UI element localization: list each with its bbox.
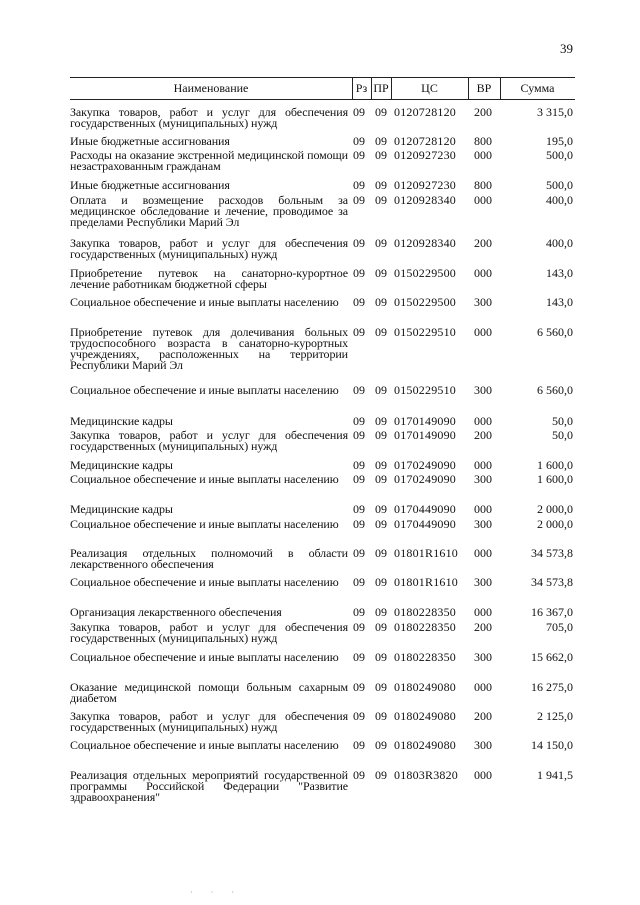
row-sum: 6 560,0 bbox=[537, 383, 573, 397]
row-cs: 01801R1610 bbox=[394, 575, 459, 589]
row-rz: 09 bbox=[353, 620, 365, 634]
row-rz: 09 bbox=[353, 517, 365, 531]
row-vr: 800 bbox=[474, 134, 492, 148]
row-rz: 09 bbox=[353, 105, 365, 119]
header-cs: ЦС bbox=[421, 80, 438, 95]
row-vr: 000 bbox=[474, 768, 492, 782]
row-pr: 09 bbox=[375, 295, 387, 309]
row-sum: 2 000,0 bbox=[537, 502, 573, 516]
row-pr: 09 bbox=[375, 768, 387, 782]
row-name: Организация лекарственного обеспечения bbox=[70, 605, 282, 619]
row-cs: 0180249080 bbox=[394, 709, 456, 723]
row-cs: 0170249090 bbox=[394, 458, 456, 472]
row-sum: 2 000,0 bbox=[537, 517, 573, 531]
row-rz: 09 bbox=[353, 148, 365, 162]
row-rz: 09 bbox=[353, 546, 365, 560]
row-pr: 09 bbox=[375, 738, 387, 752]
row-name: Приобретение путевок на санаторно-курортное лечение работникам бюджетной сферы bbox=[70, 266, 348, 291]
row-name: Иные бюджетные ассигнования bbox=[70, 178, 230, 192]
row-rz: 09 bbox=[353, 178, 365, 192]
row-vr: 000 bbox=[474, 680, 492, 694]
row-name: Расходы на оказание экстренной медицинской помощи незастрахованным гражданам bbox=[70, 148, 348, 173]
row-name: Медицинские кадры bbox=[70, 414, 173, 428]
row-pr: 09 bbox=[375, 680, 387, 694]
row-name: Социальное обеспечение и иные выплаты населению bbox=[70, 295, 339, 309]
row-pr: 09 bbox=[375, 383, 387, 397]
row-pr: 09 bbox=[375, 620, 387, 634]
row-sum: 400,0 bbox=[546, 236, 573, 250]
row-pr: 09 bbox=[375, 575, 387, 589]
row-vr: 300 bbox=[474, 517, 492, 531]
row-vr: 300 bbox=[474, 650, 492, 664]
row-vr: 000 bbox=[474, 193, 492, 207]
row-sum: 1 600,0 bbox=[537, 472, 573, 486]
row-vr: 000 bbox=[474, 458, 492, 472]
row-vr: 300 bbox=[474, 472, 492, 486]
row-cs: 0120927230 bbox=[394, 178, 456, 192]
row-pr: 09 bbox=[375, 236, 387, 250]
row-pr: 09 bbox=[375, 502, 387, 516]
row-cs: 0170449090 bbox=[394, 517, 456, 531]
row-vr: 000 bbox=[474, 546, 492, 560]
row-vr: 000 bbox=[474, 148, 492, 162]
row-sum: 15 662,0 bbox=[531, 650, 573, 664]
scan-artifact: · · · bbox=[190, 888, 242, 897]
row-vr: 300 bbox=[474, 295, 492, 309]
row-rz: 09 bbox=[353, 414, 365, 428]
row-vr: 000 bbox=[474, 414, 492, 428]
row-pr: 09 bbox=[375, 605, 387, 619]
row-rz: 09 bbox=[353, 236, 365, 250]
row-pr: 09 bbox=[375, 458, 387, 472]
row-sum: 6 560,0 bbox=[537, 325, 573, 339]
row-name: Социальное обеспечение и иные выплаты населению bbox=[70, 383, 339, 397]
row-vr: 300 bbox=[474, 738, 492, 752]
row-rz: 09 bbox=[353, 325, 365, 339]
row-cs: 0180249080 bbox=[394, 738, 456, 752]
row-cs: 0120728120 bbox=[394, 134, 456, 148]
row-cs: 0120728120 bbox=[394, 105, 456, 119]
row-vr: 200 bbox=[474, 105, 492, 119]
row-rz: 09 bbox=[353, 650, 365, 664]
row-sum: 3 315,0 bbox=[537, 105, 573, 119]
row-vr: 300 bbox=[474, 575, 492, 589]
row-pr: 09 bbox=[375, 266, 387, 280]
header-name: Наименование bbox=[173, 80, 249, 95]
page-number: 39 bbox=[560, 41, 573, 56]
row-cs: 0180249080 bbox=[394, 680, 456, 694]
header-rz: Рз bbox=[355, 80, 368, 95]
row-name: Социальное обеспечение и иные выплаты населению bbox=[70, 472, 339, 486]
header-pr: ПР bbox=[373, 80, 389, 95]
row-rz: 09 bbox=[353, 605, 365, 619]
row-sum: 1 600,0 bbox=[537, 458, 573, 472]
row-pr: 09 bbox=[375, 650, 387, 664]
row-cs: 0180228350 bbox=[394, 650, 456, 664]
row-name: Реализация отдельных полномочий в области лекарственного обеспечения bbox=[70, 546, 348, 571]
row-cs: 0150229510 bbox=[394, 383, 456, 397]
row-name: Медицинские кадры bbox=[70, 458, 173, 472]
header-bottom-rule bbox=[70, 99, 575, 100]
row-cs: 0170149090 bbox=[394, 414, 456, 428]
row-vr: 200 bbox=[474, 236, 492, 250]
row-sum: 1 941,5 bbox=[537, 768, 573, 782]
row-pr: 09 bbox=[375, 546, 387, 560]
row-sum: 400,0 bbox=[546, 193, 573, 207]
row-rz: 09 bbox=[353, 383, 365, 397]
row-pr: 09 bbox=[375, 517, 387, 531]
row-name: Социальное обеспечение и иные выплаты населению bbox=[70, 650, 339, 664]
row-rz: 09 bbox=[353, 680, 365, 694]
row-pr: 09 bbox=[375, 472, 387, 486]
header-sum: Сумма bbox=[520, 80, 555, 95]
row-pr: 09 bbox=[375, 178, 387, 192]
header-vr: ВР bbox=[476, 80, 492, 95]
row-vr: 200 bbox=[474, 709, 492, 723]
row-sum: 50,0 bbox=[552, 414, 573, 428]
row-sum: 500,0 bbox=[546, 178, 573, 192]
row-vr: 200 bbox=[474, 428, 492, 442]
row-name: Реализация отдельных мероприятий государственной программы Российской Федерации "Развитие здравоохранения" bbox=[70, 768, 348, 804]
row-name: Иные бюджетные ассигнования bbox=[70, 134, 230, 148]
row-rz: 09 bbox=[353, 458, 365, 472]
row-vr: 000 bbox=[474, 325, 492, 339]
row-rz: 09 bbox=[353, 266, 365, 280]
row-cs: 0150229500 bbox=[394, 266, 456, 280]
row-name: Социальное обеспечение и иные выплаты населению bbox=[70, 738, 339, 752]
row-name: Медицинские кадры bbox=[70, 502, 173, 516]
row-sum: 14 150,0 bbox=[531, 738, 573, 752]
row-name: Закупка товаров, работ и услуг для обеспечения государственных (муниципальных) нужд bbox=[70, 105, 348, 130]
row-name: Социальное обеспечение и иные выплаты населению bbox=[70, 517, 339, 531]
row-rz: 09 bbox=[353, 502, 365, 516]
row-vr: 000 bbox=[474, 605, 492, 619]
row-sum: 143,0 bbox=[546, 295, 573, 309]
row-cs: 0180228350 bbox=[394, 620, 456, 634]
row-vr: 000 bbox=[474, 502, 492, 516]
row-cs: 0150229510 bbox=[394, 325, 456, 339]
row-rz: 09 bbox=[353, 738, 365, 752]
row-pr: 09 bbox=[375, 134, 387, 148]
row-rz: 09 bbox=[353, 134, 365, 148]
row-sum: 16 275,0 bbox=[531, 680, 573, 694]
row-pr: 09 bbox=[375, 709, 387, 723]
row-name: Оплата и возмещение расходов больным за медицинское обследование и лечение, проводимое за пределами Республики Марий Эл bbox=[70, 193, 348, 229]
row-name: Закупка товаров, работ и услуг для обеспечения государственных (муниципальных) нужд bbox=[70, 428, 348, 453]
row-cs: 0180228350 bbox=[394, 605, 456, 619]
row-sum: 16 367,0 bbox=[531, 605, 573, 619]
row-sum: 500,0 bbox=[546, 148, 573, 162]
row-cs: 0120928340 bbox=[394, 193, 456, 207]
row-pr: 09 bbox=[375, 325, 387, 339]
row-sum: 2 125,0 bbox=[537, 709, 573, 723]
row-rz: 09 bbox=[353, 768, 365, 782]
row-name: Закупка товаров, работ и услуг для обеспечения государственных (муниципальных) нужд bbox=[70, 620, 348, 645]
row-name: Закупка товаров, работ и услуг для обеспечения государственных (муниципальных) нужд bbox=[70, 236, 348, 261]
row-vr: 200 bbox=[474, 620, 492, 634]
row-pr: 09 bbox=[375, 193, 387, 207]
row-rz: 09 bbox=[353, 428, 365, 442]
row-name: Оказание медицинской помощи больным сахарным диабетом bbox=[70, 680, 348, 705]
row-rz: 09 bbox=[353, 575, 365, 589]
row-cs: 0170249090 bbox=[394, 472, 456, 486]
row-vr: 800 bbox=[474, 178, 492, 192]
row-vr: 300 bbox=[474, 383, 492, 397]
row-cs: 0120928340 bbox=[394, 236, 456, 250]
row-pr: 09 bbox=[375, 414, 387, 428]
row-rz: 09 bbox=[353, 709, 365, 723]
row-vr: 000 bbox=[474, 266, 492, 280]
row-cs: 01801R1610 bbox=[394, 546, 459, 560]
row-sum: 705,0 bbox=[546, 620, 573, 634]
row-pr: 09 bbox=[375, 148, 387, 162]
row-sum: 34 573,8 bbox=[531, 546, 573, 560]
row-sum: 143,0 bbox=[546, 266, 573, 280]
row-sum: 50,0 bbox=[552, 428, 573, 442]
row-cs: 0170449090 bbox=[394, 502, 456, 516]
row-pr: 09 bbox=[375, 428, 387, 442]
row-pr: 09 bbox=[375, 105, 387, 119]
row-rz: 09 bbox=[353, 193, 365, 207]
row-sum: 34 573,8 bbox=[531, 575, 573, 589]
row-cs: 01803R3820 bbox=[394, 768, 459, 782]
row-name: Закупка товаров, работ и услуг для обеспечения государственных (муниципальных) нужд bbox=[70, 709, 348, 734]
row-sum: 195,0 bbox=[546, 134, 573, 148]
row-name: Социальное обеспечение и иные выплаты населению bbox=[70, 575, 339, 589]
row-cs: 0170149090 bbox=[394, 428, 456, 442]
row-rz: 09 bbox=[353, 295, 365, 309]
row-rz: 09 bbox=[353, 472, 365, 486]
row-cs: 0120927230 bbox=[394, 148, 456, 162]
row-name: Приобретение путевок для долечивания больных трудоспособного возраста в санаторно-курортных учреждениях, расположенных на территории Республики Марий Эл bbox=[70, 325, 348, 372]
row-cs: 0150229500 bbox=[394, 295, 456, 309]
